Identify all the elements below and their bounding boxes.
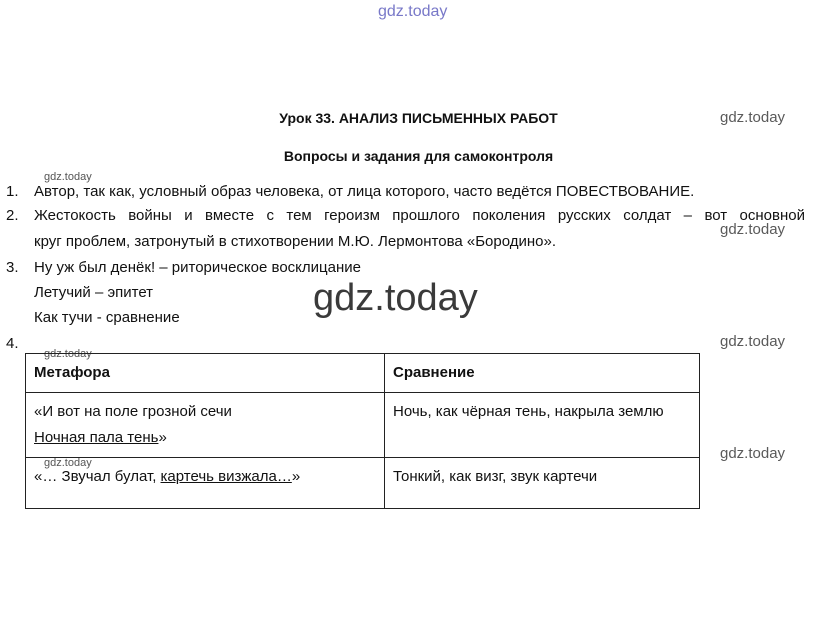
lesson-title: Урок 33. АНАЛИЗ ПИСЬМЕННЫХ РАБОТ xyxy=(279,110,558,126)
watermark-right-4: gdz.today xyxy=(720,445,786,462)
comparison-cell: Тонкий, как визг, звук картечи xyxy=(385,458,700,509)
watermark-top: gdz.today xyxy=(378,3,448,20)
table-row xyxy=(26,458,700,509)
watermark-big: gdz.today xyxy=(313,277,478,319)
metaphor-cell xyxy=(26,458,385,509)
item-number-3: 3. xyxy=(6,259,19,276)
item-1-line-1: Автор, так как, условный образ человека, от лица которого, часто ведётся ПОВЕСТВОВАНИЕ. xyxy=(34,183,695,200)
header-metaphor: Метафора xyxy=(26,354,385,393)
watermark-small-2: gdz.today xyxy=(44,348,92,360)
section-title: Вопросы и задания для самоконтроля xyxy=(283,148,554,164)
metaphor-underlined-text: картечь визжала… xyxy=(160,468,292,485)
item-2-line-2: круг проблем, затронутый в стихотворении М.Ю. Лермонтова «Бородино». xyxy=(34,233,557,250)
metaphor-underlined-text: Ночная пала тень xyxy=(34,429,159,446)
watermark-right-3: gdz.today xyxy=(720,333,786,350)
metaphor-line-2-end: » xyxy=(158,429,167,446)
item-3-line-3: Как тучи - сравнение xyxy=(34,309,180,326)
comparison-table xyxy=(25,353,700,509)
item-number-2: 2. xyxy=(6,207,19,224)
item-3-line-1: Ну уж был денёк! – риторическое восклицание xyxy=(34,259,361,276)
header-comparison: Сравнение xyxy=(385,354,700,393)
watermark-small-1: gdz.today xyxy=(44,171,92,183)
item-2-line-1: Жестокость войны и вместе с тем героизм прошлого поколения русских солдат – вот основной xyxy=(34,207,805,224)
table-row xyxy=(26,393,700,458)
metaphor-end: » xyxy=(291,468,301,485)
metaphor-line-1: «И вот на поле грозной сечи xyxy=(34,403,232,420)
item-3-line-2: Летучий – эпитет xyxy=(34,284,154,301)
watermark-right-2: gdz.today xyxy=(720,221,786,238)
watermark-small-3: gdz.today xyxy=(44,457,92,469)
item-number-4: 4. xyxy=(6,335,19,352)
metaphor-cell xyxy=(26,393,385,458)
metaphor-start: «… Звучал булат, xyxy=(34,468,161,485)
watermark-right-1: gdz.today xyxy=(720,109,786,126)
comparison-cell: Ночь, как чёрная тень, накрыла землю xyxy=(385,393,700,458)
table-header-row xyxy=(26,354,700,393)
item-number-1: 1. xyxy=(6,183,19,200)
